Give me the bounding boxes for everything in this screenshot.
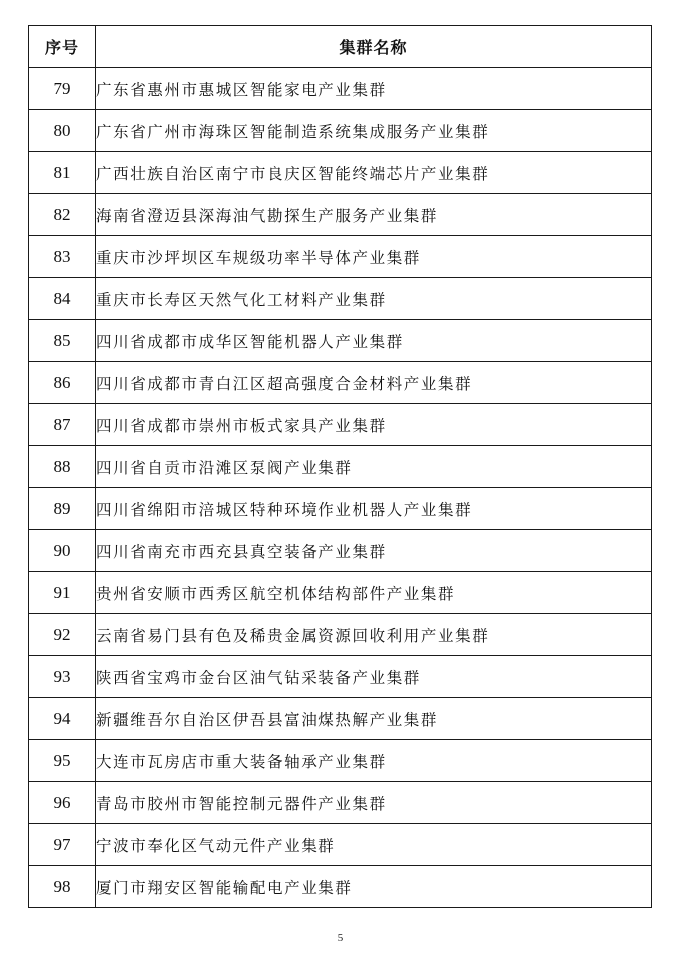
- row-number: 92: [29, 614, 96, 656]
- row-number: 96: [29, 782, 96, 824]
- table-header-row: [29, 26, 652, 68]
- table-row: [29, 404, 652, 446]
- table-row: [29, 614, 652, 656]
- table-row: [29, 824, 652, 866]
- row-cluster-name: 陕西省宝鸡市金台区油气钻采装备产业集群: [96, 656, 652, 698]
- row-cluster-name: 广东省广州市海珠区智能制造系统集成服务产业集群: [96, 110, 652, 152]
- table-row: [29, 740, 652, 782]
- row-cluster-name: 新疆维吾尔自治区伊吾县富油煤热解产业集群: [96, 698, 652, 740]
- table-row: [29, 446, 652, 488]
- row-cluster-name: 青岛市胶州市智能控制元器件产业集群: [96, 782, 652, 824]
- row-cluster-name: 四川省成都市崇州市板式家具产业集群: [96, 404, 652, 446]
- row-cluster-name: 重庆市长寿区天然气化工材料产业集群: [96, 278, 652, 320]
- row-number: 98: [29, 866, 96, 908]
- row-number: 85: [29, 320, 96, 362]
- row-number: 79: [29, 68, 96, 110]
- row-cluster-name: 四川省成都市青白江区超高强度合金材料产业集群: [96, 362, 652, 404]
- row-number: 91: [29, 572, 96, 614]
- table-row: [29, 530, 652, 572]
- table-body: [29, 68, 652, 908]
- table-row: [29, 488, 652, 530]
- table-row: [29, 68, 652, 110]
- header-cluster-name: 集群名称: [96, 26, 652, 68]
- row-number: 94: [29, 698, 96, 740]
- row-cluster-name: 大连市瓦房店市重大装备轴承产业集群: [96, 740, 652, 782]
- row-number: 86: [29, 362, 96, 404]
- row-number: 80: [29, 110, 96, 152]
- table-row: [29, 362, 652, 404]
- row-number: 90: [29, 530, 96, 572]
- row-number: 81: [29, 152, 96, 194]
- row-cluster-name: 重庆市沙坪坝区车规级功率半导体产业集群: [96, 236, 652, 278]
- row-cluster-name: 宁波市奉化区气动元件产业集群: [96, 824, 652, 866]
- table-row: [29, 572, 652, 614]
- row-number: 88: [29, 446, 96, 488]
- table-row: [29, 152, 652, 194]
- row-cluster-name: 广东省惠州市惠城区智能家电产业集群: [96, 68, 652, 110]
- row-number: 84: [29, 278, 96, 320]
- table-row: [29, 320, 652, 362]
- row-number: 87: [29, 404, 96, 446]
- page-number: 5: [337, 932, 344, 944]
- table-row: [29, 866, 652, 908]
- row-cluster-name: 四川省成都市成华区智能机器人产业集群: [96, 320, 652, 362]
- row-cluster-name: 广西壮族自治区南宁市良庆区智能终端芯片产业集群: [96, 152, 652, 194]
- row-number: 89: [29, 488, 96, 530]
- row-number: 83: [29, 236, 96, 278]
- row-cluster-name: 四川省自贡市沿滩区泵阀产业集群: [96, 446, 652, 488]
- row-number: 97: [29, 824, 96, 866]
- row-number: 82: [29, 194, 96, 236]
- row-cluster-name: 云南省易门县有色及稀贵金属资源回收利用产业集群: [96, 614, 652, 656]
- row-cluster-name: 四川省南充市西充县真空装备产业集群: [96, 530, 652, 572]
- row-number: 93: [29, 656, 96, 698]
- row-cluster-name: 贵州省安顺市西秀区航空机体结构部件产业集群: [96, 572, 652, 614]
- table-row: [29, 782, 652, 824]
- cluster-table: [28, 25, 652, 908]
- table-row: [29, 236, 652, 278]
- table-row: [29, 110, 652, 152]
- row-cluster-name: 厦门市翔安区智能输配电产业集群: [96, 866, 652, 908]
- table-row: [29, 278, 652, 320]
- table-row: [29, 656, 652, 698]
- table-row: [29, 698, 652, 740]
- table-row: [29, 194, 652, 236]
- row-cluster-name: 四川省绵阳市涪城区特种环境作业机器人产业集群: [96, 488, 652, 530]
- header-number: 序号: [29, 26, 96, 68]
- row-cluster-name: 海南省澄迈县深海油气勘探生产服务产业集群: [96, 194, 652, 236]
- row-number: 95: [29, 740, 96, 782]
